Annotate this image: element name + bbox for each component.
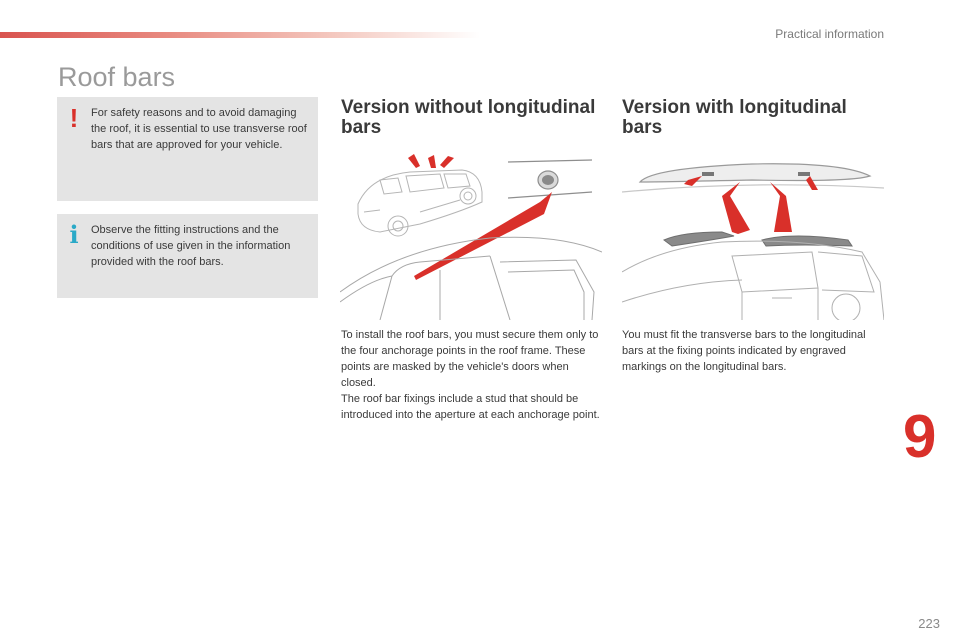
- section-label: Practical information: [775, 27, 884, 41]
- detail-pointer-arrow: [414, 192, 552, 280]
- anchorage-detail-drawing: [508, 160, 592, 198]
- body-with-longitudinal-bars: [622, 327, 884, 375]
- longitudinal-bars-illustration: [622, 152, 884, 320]
- info-icon: i: [69, 220, 79, 249]
- transverse-bars: [664, 232, 852, 246]
- page-title: Roof bars: [58, 62, 176, 92]
- warning-note: [57, 97, 318, 201]
- info-note: [57, 214, 318, 298]
- page-number: 223: [918, 616, 940, 631]
- body-without-longitudinal-bars: [341, 327, 603, 423]
- car-body-drawing: [622, 241, 884, 320]
- warning-exclamation-icon: !: [69, 103, 79, 133]
- info-note-text: Observe the fitting instructions and the conditions of use given in the information provided with the roof bars.: [91, 224, 291, 268]
- body-with-text: You must fit the transverse bars to the longitudinal bars at the fixing points indicated by engraved markings on the longitudinal bars.: [622, 329, 866, 373]
- body-without-text: To install the roof bars, you must secure them only to the four anchorage points in the roof frame. These points are masked by the vehicle's doors when closed. The roof bar fixings include a stud that should be introduced into the aperture at each anchorage point.: [341, 329, 600, 421]
- heading-without-longitudinal-bars: Version without longitudinal bars: [341, 97, 596, 138]
- chapter-number: 9: [903, 403, 937, 470]
- heading-with-longitudinal-bars: Version with longitudinal bars: [622, 97, 847, 138]
- car-thumbnail-drawing: [358, 170, 482, 236]
- longitudinal-bar-detail: [622, 164, 884, 192]
- anchorage-arrows: [408, 154, 454, 168]
- warning-note-text: For safety reasons and to avoid damaging the roof, it is essential to use transverse roof bars that are approved for your vehicle.: [91, 107, 307, 151]
- header-accent-stripe: [0, 32, 480, 38]
- roof-anchorage-illustration: [340, 152, 602, 320]
